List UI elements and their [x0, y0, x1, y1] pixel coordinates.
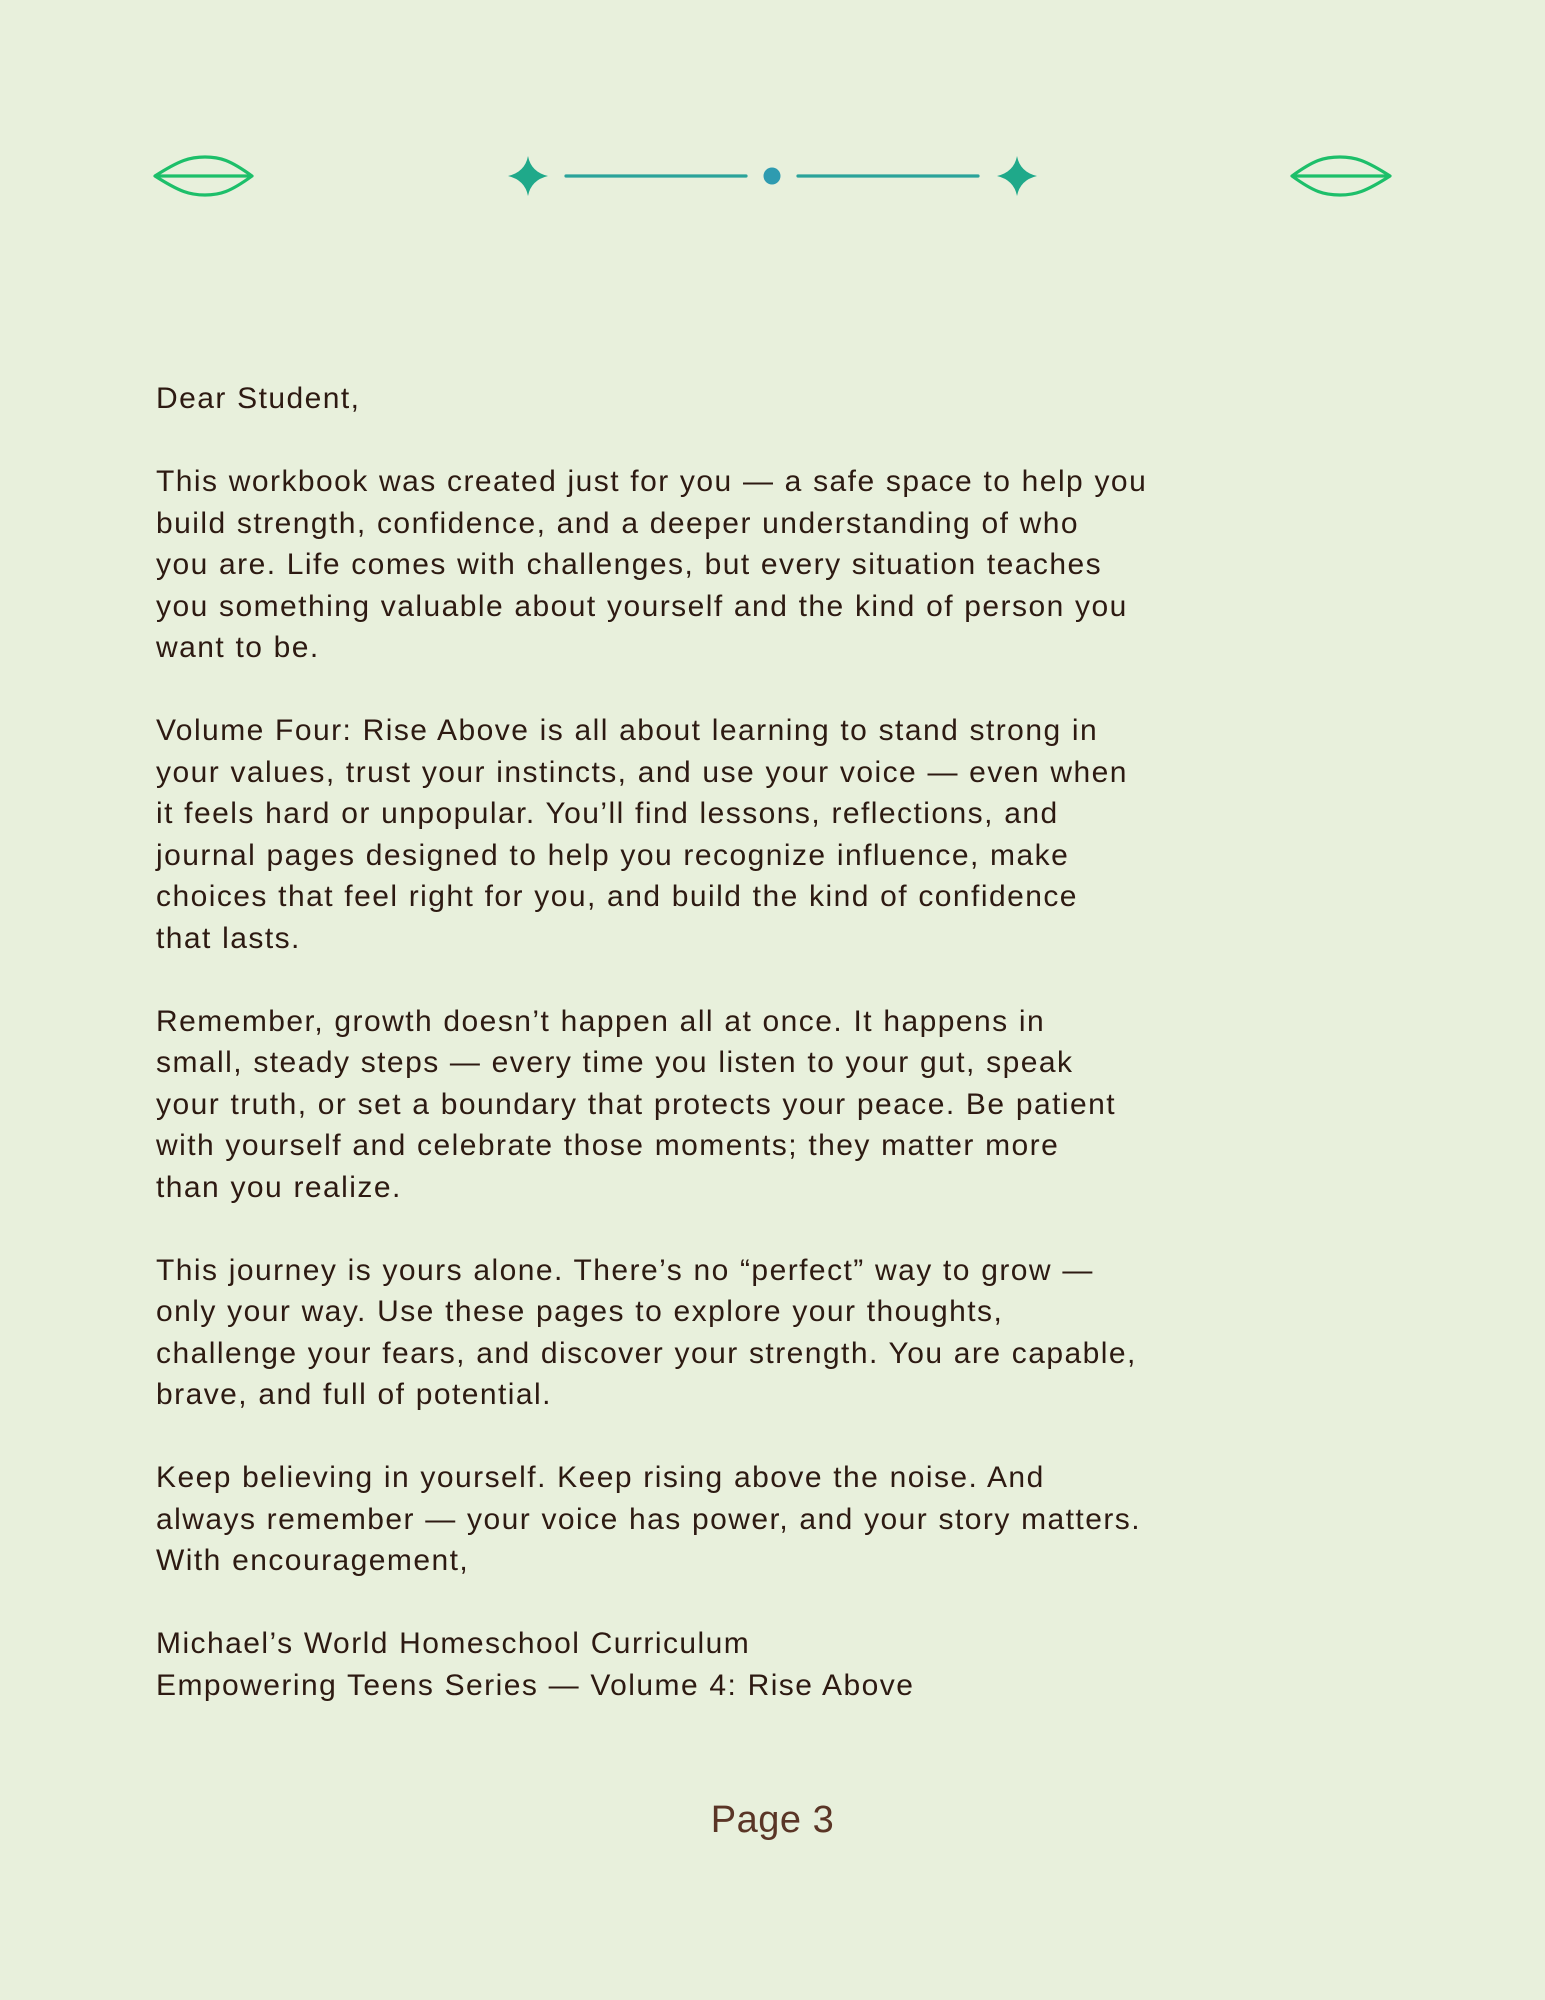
page-number: Page 3	[710, 1799, 835, 1841]
paragraph-gap	[156, 1416, 1416, 1458]
paragraph-gap	[156, 1208, 1416, 1250]
paragraph-line: This workbook was created just for you — a safe space to help you	[156, 465, 1148, 498]
paragraph-4	[156, 1250, 1416, 1416]
closing: With encouragement,	[156, 1544, 470, 1577]
leaf-right-icon	[1292, 157, 1390, 195]
paragraph-line: Remember, growth doesn’t happen all at once. It happens in	[156, 1004, 1046, 1038]
paragraph-line: build strength, confidence, and a deeper understanding of who	[156, 506, 1080, 540]
salutation: Dear Student,	[156, 382, 361, 415]
paragraph-line: brave, and full of potential.	[156, 1378, 552, 1411]
paragraph-line: your values, trust your instincts, and use your voice — even when	[156, 755, 1128, 789]
signature-block	[156, 1623, 1416, 1706]
paragraph-line: only your way. Use these pages to explore your thoughts,	[156, 1295, 1004, 1328]
paragraph-gap	[156, 1582, 1416, 1624]
paragraph-line: want to be.	[156, 631, 320, 664]
dot-center-icon	[764, 168, 781, 185]
paragraph-line: your truth, or set a boundary that protects your peace. Be patient	[156, 1087, 1117, 1121]
paragraph-line: it feels hard or unpopular. You’ll find lessons, reflections, and	[156, 797, 1059, 830]
paragraph-line: This journey is yours alone. There’s no “perfect” way to grow —	[156, 1253, 1094, 1287]
signature-series: Empowering Teens Series — Volume 4: Rise Above	[156, 1668, 915, 1702]
paragraph-line: Keep believing in yourself. Keep rising above the noise. And	[156, 1461, 1045, 1494]
paragraph-line: always remember — your voice has power, and your story matters.	[156, 1502, 1142, 1536]
paragraph-line: with yourself and celebrate those moments; they matter more	[156, 1129, 1060, 1162]
paragraph-line: challenge your fears, and discover your strength. You are capable,	[156, 1336, 1137, 1370]
paragraph-1	[156, 461, 1416, 669]
paragraph-3	[156, 1001, 1416, 1209]
paragraph-5	[156, 1457, 1416, 1582]
paragraph-line: journal pages designed to help you recognize influence, make	[156, 838, 1070, 872]
letter-body	[156, 378, 1416, 1706]
signature-organization: Michael’s World Homeschool Curriculum	[156, 1627, 751, 1660]
decorative-divider	[150, 150, 1395, 202]
paragraph-line: that lasts.	[156, 921, 301, 955]
paragraph-2	[156, 710, 1416, 959]
star-left-icon	[508, 156, 548, 196]
paragraph-line: than you realize.	[156, 1170, 402, 1204]
paragraph-line: Volume Four: Rise Above is all about learning to stand strong in	[156, 714, 1099, 747]
paragraph-gap	[156, 420, 1416, 462]
paragraph-line: choices that feel right for you, and build the kind of confidence	[156, 880, 1078, 913]
leaf-left-icon	[155, 157, 252, 195]
paragraph-line: small, steady steps — every time you listen to your gut, speak	[156, 1046, 1074, 1079]
paragraph-gap	[156, 669, 1416, 711]
paragraph-line: you something valuable about yourself and the kind of person you	[156, 589, 1128, 623]
paragraph-line: you are. Life comes with challenges, but every situation teaches	[156, 548, 1103, 581]
paragraph-gap	[156, 959, 1416, 1001]
